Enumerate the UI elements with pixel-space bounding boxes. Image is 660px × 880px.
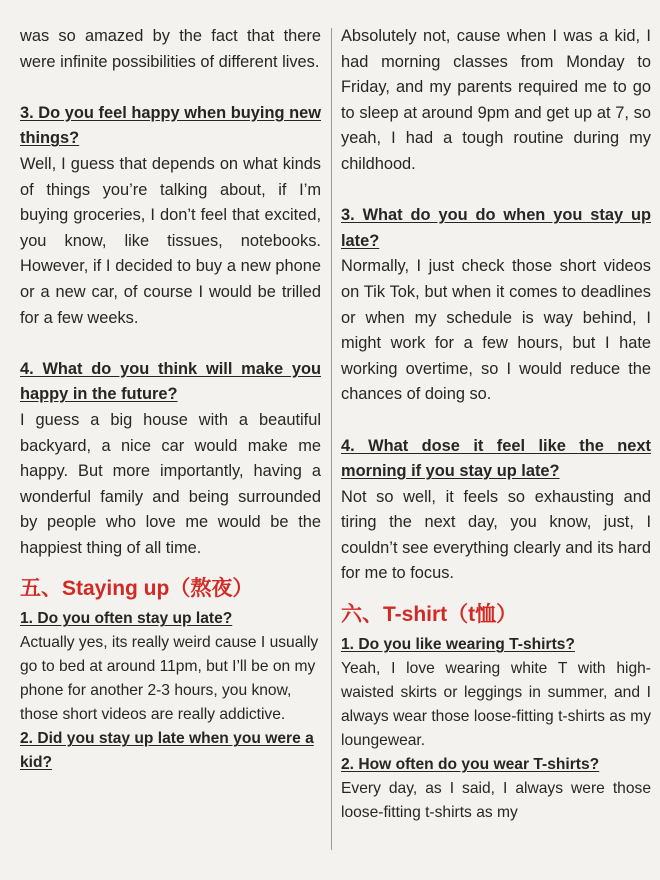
left-column bbox=[20, 24, 321, 775]
column-divider bbox=[331, 28, 332, 850]
right-intro-text: Absolutely not, cause when I was a kid, I had morning classes from Monday to Friday, and my parents required me to go to sleep at around 9pm and get up at 7, so yeah, I had a tough routine during my childhood. bbox=[341, 27, 651, 173]
section-5-q2-question: 2. Did you stay up late when you were a kid? bbox=[20, 730, 314, 772]
section-6-q2-question: 2. How often do you wear T-shirts? bbox=[341, 756, 600, 774]
left-q4-answer: I guess a big house with a beautiful backyard, a nice car would make me happy. But more importantly, having a wonderful family and being surrounded by people who love me would be the happiest thing of all time. bbox=[20, 410, 321, 557]
left-q4-question: 4. What do you think will make you happy in the future? bbox=[20, 359, 321, 404]
section-5-q1-question: 1. Do you often stay up late? bbox=[20, 610, 233, 628]
right-q4-question: 4. What dose it feel like the next morning if you stay up late? bbox=[341, 436, 651, 481]
left-q3-answer: Well, I guess that depends on what kinds of things you’re talking about, if I’m buying groceries, I don’t feel that excited, you know, like tissues, notebooks. However, if I decided to buy a new phone or a new car, of course I would be trilled for a few weeks. bbox=[20, 154, 321, 327]
section-6-q2-answer: Every day, as I said, I always were those loose-fitting t-shirts as my bbox=[341, 780, 651, 822]
section-5-title: 五、Staying up（熬夜） bbox=[20, 577, 254, 601]
right-q3-answer: Normally, I just check those short videos on Tik Tok, but when it comes to deadlines or when my schedule is way behind, I might work for a few hours, but I hate working overtime, so I would reduce the chances of doing so. bbox=[341, 257, 651, 404]
section-6-q1-question: 1. Do you like wearing T-shirts? bbox=[341, 636, 575, 654]
section-6-q1-answer: Yeah, I love wearing white T with high-waisted skirts or leggings in summer, and I always wear those loose-fitting t-shirts as my loungewear. bbox=[341, 660, 651, 750]
left-q3-question: 3. Do you feel happy when buying new things? bbox=[20, 103, 321, 148]
section-5-q1-answer: Actually yes, its really weird cause I usually go to bed at around 11pm, but I’ll be on my phone for another 2-3 hours, you know, those short videos are really addictive. bbox=[20, 634, 319, 724]
right-q4-answer: Not so well, it feels so exhausting and tiring the next day, you know, just, I couldn’t see everything clearly and its hard for me to focus. bbox=[341, 487, 651, 583]
right-column bbox=[341, 24, 651, 825]
left-intro-text: was so amazed by the fact that there were infinite possibilities of different lives. bbox=[20, 27, 321, 71]
section-6-title: 六、T-shirt（t恤） bbox=[341, 603, 518, 627]
right-q3-question: 3. What do you do when you stay up late? bbox=[341, 206, 651, 250]
